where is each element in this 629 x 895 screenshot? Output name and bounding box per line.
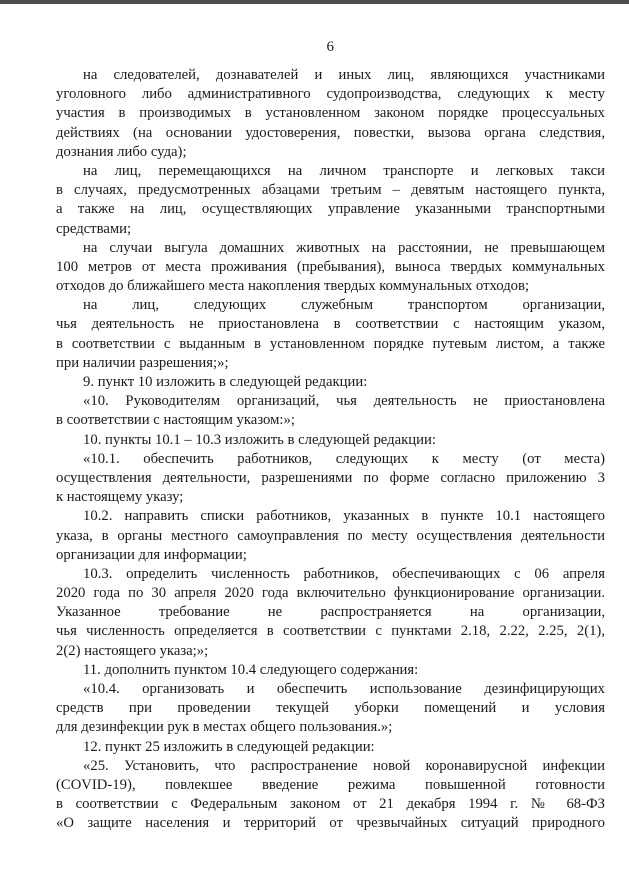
text-line: на случаи выгула домашних животных на расстоянии, не превышающем bbox=[83, 239, 605, 256]
text-line: 2(2) настоящего указа;»; bbox=[56, 642, 209, 659]
text-line: (COVID-19), повлекшее введение режима повышенной готовности bbox=[56, 776, 605, 793]
text-line: на лиц, перемещающихся на личном транспорте и легковых такси bbox=[83, 162, 605, 179]
text-line: средств при проведении текущей уборки помещений и условия bbox=[56, 700, 605, 717]
paragraph bbox=[56, 66, 605, 162]
paragraph bbox=[56, 296, 605, 373]
paragraph bbox=[56, 373, 605, 392]
document-body bbox=[56, 66, 605, 834]
paragraph bbox=[56, 507, 605, 565]
text-line: средствами; bbox=[56, 220, 132, 237]
paragraph bbox=[56, 162, 605, 239]
paragraph bbox=[56, 392, 605, 430]
text-line: 12. пункт 25 изложить в следующей редакции: bbox=[83, 738, 375, 755]
text-line: 10. пункты 10.1 – 10.3 изложить в следующей редакции: bbox=[83, 431, 436, 448]
text-line: при наличии разрешения;»; bbox=[56, 354, 229, 371]
text-line: в соответствии с выданным в установленном порядке путевым листом, а также bbox=[56, 335, 605, 352]
text-line: осуществления деятельности, разрешениями по форме согласно приложению 3 bbox=[56, 469, 605, 486]
paragraph bbox=[56, 239, 605, 297]
paragraph bbox=[56, 450, 605, 508]
text-line: 10.3. определить численность работников, обеспечивающих с 06 апреля bbox=[83, 565, 605, 582]
text-line: 10.2. направить списки работников, указанных в пункте 10.1 настоящего bbox=[83, 508, 605, 525]
text-line: в соответствии с настоящим указом:»; bbox=[56, 412, 295, 429]
paragraph bbox=[56, 680, 605, 738]
text-line: участия в производимых в установленном законом порядке процессуальных bbox=[56, 105, 605, 122]
text-line: 100 метров от места проживания (пребывания), выноса твердых коммунальных bbox=[56, 258, 605, 275]
text-line: в случаях, предусмотренных абзацами третьим – девятым настоящего пункта, bbox=[56, 182, 605, 199]
text-line: чья деятельность не приостановлена в соответствии с настоящим указом, bbox=[56, 316, 605, 333]
text-line: указа, в органы местного самоуправления по месту осуществления деятельности bbox=[56, 527, 605, 544]
text-line: 9. пункт 10 изложить в следующей редакции: bbox=[83, 374, 368, 390]
text-line: 11. дополнить пунктом 10.4 следующего содержания: bbox=[83, 661, 419, 678]
paragraph bbox=[56, 738, 605, 757]
text-line: «10.4. организовать и обеспечить использование дезинфицирующих bbox=[83, 681, 605, 697]
text-line: отходов до ближайшего места накопления твердых коммунальных отходов; bbox=[56, 278, 530, 295]
text-line: дознания либо суда); bbox=[56, 143, 187, 160]
text-line: организации для информации; bbox=[56, 546, 247, 563]
paragraph bbox=[56, 757, 605, 834]
text-line: «10. Руководителям организаций, чья деятельность не приостановлена bbox=[83, 393, 605, 410]
text-line: на лиц, следующих служебным транспортом организации, bbox=[83, 297, 605, 314]
paragraph bbox=[56, 431, 605, 450]
text-line: на следователей, дознавателей и иных лиц, являющихся участниками bbox=[83, 67, 605, 83]
text-line: «О защите населения и территорий от чрезвычайных ситуаций природного bbox=[56, 815, 605, 832]
text-line: «10.1. обеспечить работников, следующих к месту (от места) bbox=[83, 450, 605, 467]
document-page bbox=[56, 0, 605, 834]
text-line: чья численность определяется в соответствии с пунктами 2.18, 2.22, 2.25, 2(1), bbox=[56, 623, 605, 640]
text-line: к настоящему указу; bbox=[56, 489, 184, 506]
text-line: Указанное требование не распространяется на организации, bbox=[56, 604, 605, 621]
text-line: действиях (на основании удостоверения, повестки, вызова органа следствия, bbox=[56, 124, 605, 141]
paragraph bbox=[56, 565, 605, 661]
text-line: в соответствии с Федеральным законом от 21 декабря 1994 г. № 68-ФЗ bbox=[56, 796, 605, 813]
text-line: «25. Установить, что распространение новой коронавирусной инфекции bbox=[83, 757, 605, 774]
text-line: а также на лиц, осуществляющих управление указанными транспортными bbox=[56, 201, 605, 218]
text-line: уголовного либо административного судопроизводства, следующих к месту bbox=[56, 86, 605, 103]
text-line: для дезинфекции рук в местах общего пользования.»; bbox=[56, 719, 393, 736]
paragraph bbox=[56, 661, 605, 680]
page-number: 6 bbox=[326, 39, 335, 55]
text-line: 2020 года по 30 апреля 2020 года включительно функционирование организации. bbox=[56, 585, 605, 602]
